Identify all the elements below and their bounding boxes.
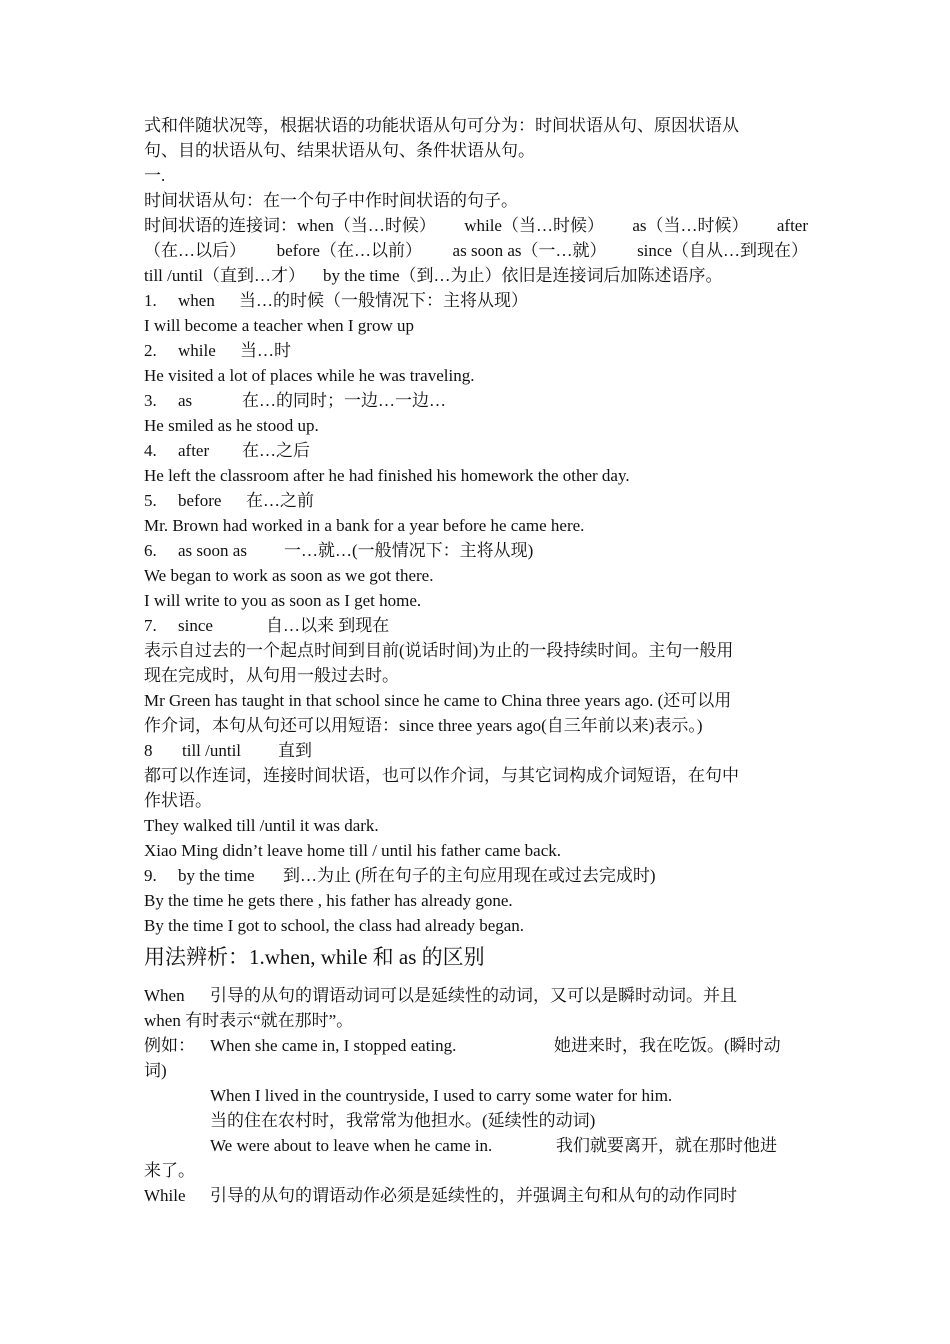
item-meaning: 一…就…(一般情况下：主将从现) [284, 541, 534, 560]
item-number: 6. [144, 541, 157, 560]
list-item [144, 388, 808, 413]
text-line: 作状语。 [144, 791, 212, 810]
text-line: 现在完成时，从句用一般过去时。 [144, 666, 399, 685]
item-word: after [178, 441, 210, 460]
item-meaning: 自…以来 到现在 [266, 616, 390, 635]
text-line: 来了。 [144, 1161, 195, 1180]
section-heading: 用法辨析：1.when, while 和 as 的区别 [144, 945, 485, 969]
conj-while: while（当…时候） [464, 216, 604, 235]
example-sentence: Xiao Ming didn’t leave home till / until his father came back. [144, 841, 562, 860]
keyword: When [144, 986, 185, 1005]
item-number: 3. [144, 391, 157, 410]
text-line: when 有时表示“就在那时”。 [144, 1011, 354, 1030]
item-meaning: 在…的同时；一边…一边… [242, 391, 446, 410]
item-meaning: 直到 [278, 741, 312, 760]
text-line: 句、目的状语从句、结果状语从句、条件状语从句。 [144, 141, 535, 160]
conj-by-the-time: by the time（到…为止）依旧是连接词后加陈述语序。 [323, 266, 723, 285]
conj-as-soon-as: as soon as（一…就） [452, 241, 607, 260]
example-translation: 她进来时，我在吃饭。(瞬时动 [554, 1036, 781, 1055]
conj-as: as（当…时候） [632, 216, 749, 235]
list-item [144, 438, 808, 463]
item-number: 9. [144, 866, 157, 885]
item-word: till /until [182, 741, 242, 760]
text-line [144, 1183, 808, 1208]
text-line: 词) [144, 1061, 167, 1080]
text-line [144, 983, 808, 1008]
list-item [144, 538, 808, 563]
text-span: 引导的从句的谓语动作必须是延续性的，并强调主句和从句的动作同时 [210, 1186, 737, 1205]
item-number: 1. [144, 291, 157, 310]
keyword: While [144, 1186, 186, 1205]
item-word: as [178, 391, 193, 410]
list-item [144, 488, 808, 513]
item-number: 7. [144, 616, 157, 635]
example-sentence: He left the classroom after he had finished his homework the other day. [144, 466, 630, 485]
example-sentence: When I lived in the countryside, I used to carry some water for him. [210, 1086, 673, 1105]
example-translation: 当的住在农村时，我常常为他担水。(延续性的动词) [210, 1111, 596, 1130]
example-sentence: Mr. Brown had worked in a bank for a year before he came here. [144, 516, 585, 535]
example-sentence: I will become a teacher when I grow up [144, 316, 414, 335]
item-number: 2. [144, 341, 157, 360]
conj-before: before（在…以前） [276, 241, 422, 260]
item-meaning: 到…为止 (所在句子的主句应用现在或过去完成时) [283, 866, 656, 885]
conjunction-line [144, 238, 808, 263]
example-sentence: He visited a lot of places while he was traveling. [144, 366, 475, 385]
text-line: 表示自过去的一个起点时间到目前(说话时间)为止的一段持续时间。主句一般用 [144, 641, 734, 660]
example-line [144, 1033, 808, 1058]
example-sentence: By the time I got to school, the class had already began. [144, 916, 525, 935]
item-meaning: 当…时 [240, 341, 291, 360]
section-number: 一. [144, 166, 166, 185]
section-title: 时间状语从句：在一个句子中作时间状语的句子。 [144, 191, 518, 210]
conj-till-until: till /until（直到…才） [144, 266, 306, 285]
example-sentence: We began to work as soon as we got there. [144, 566, 434, 585]
item-meaning: 在…之后 [242, 441, 310, 460]
example-label: 例如： [144, 1036, 195, 1055]
item-meaning: 在…之前 [246, 491, 314, 510]
list-item [144, 613, 808, 638]
text-span: 引导的从句的谓语动词可以是延续性的动词，又可以是瞬时动词。并且 [210, 986, 737, 1005]
list-item [144, 288, 808, 313]
example-sentence: When she came in, I stopped eating. [210, 1036, 457, 1055]
list-item [144, 863, 808, 888]
example-sentence: We were about to leave when he came in. [210, 1136, 493, 1155]
conj-since: since（自从…到现在） [637, 241, 808, 260]
item-word: before [178, 491, 222, 510]
item-word: by the time [178, 866, 255, 885]
item-word: since [178, 616, 213, 635]
example-sentence: He smiled as he stood up. [144, 416, 319, 435]
conj-when: 时间状语的连接词：when（当…时候） [144, 216, 436, 235]
conj-after: after [776, 216, 808, 235]
text-line: 作介词，本句从句还可以用短语：since three years ago(自三年前以来)表示。) [144, 716, 703, 735]
list-item [144, 738, 808, 763]
example-line [144, 1133, 808, 1158]
document-page [144, 113, 808, 1208]
conj-after-meaning: （在…以后） [144, 241, 246, 260]
list-item [144, 338, 808, 363]
text-line: 式和伴随状况等，根据状语的功能状语从句可分为：时间状语从句、原因状语从 [144, 116, 739, 135]
item-number: 5. [144, 491, 157, 510]
item-word: when [178, 291, 215, 310]
text-line: 都可以作连词，连接时间状语，也可以作介词，与其它词构成介词短语，在句中 [144, 766, 739, 785]
item-number: 8 [144, 741, 153, 760]
conjunction-line [144, 213, 808, 238]
item-word: as soon as [178, 541, 247, 560]
conjunction-line [144, 263, 808, 288]
example-translation: 我们就要离开，就在那时他进 [556, 1136, 777, 1155]
example-sentence: I will write to you as soon as I get home. [144, 591, 422, 610]
example-sentence: Mr Green has taught in that school since he came to China three years ago. (还可以用 [144, 691, 732, 710]
example-sentence: By the time he gets there , his father has already gone. [144, 891, 513, 910]
item-number: 4. [144, 441, 157, 460]
example-sentence: They walked till /until it was dark. [144, 816, 379, 835]
item-meaning: 当…的时候（一般情况下：主将从现） [239, 291, 528, 310]
item-word: while [178, 341, 216, 360]
